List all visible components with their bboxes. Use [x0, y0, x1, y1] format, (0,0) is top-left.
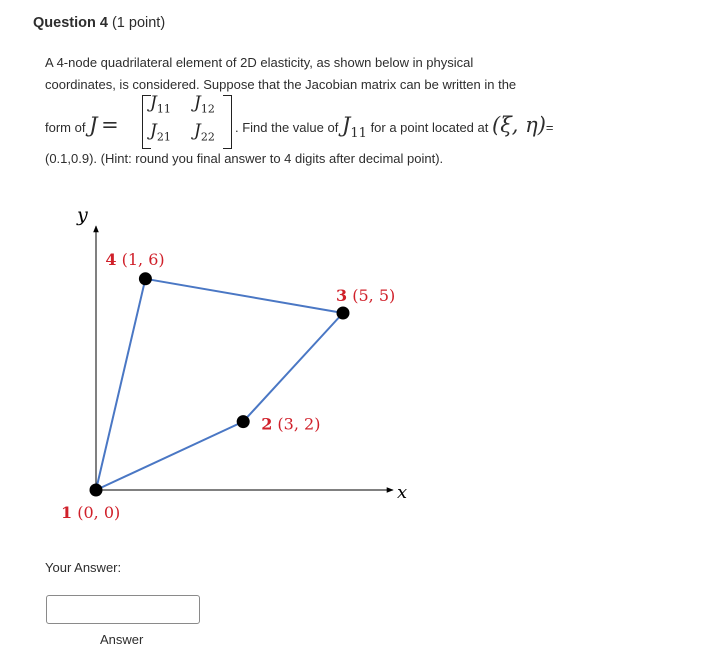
point-symbol: (ξ, η): [492, 113, 546, 137]
find-text: . Find the value of: [235, 120, 339, 135]
node-1: [90, 484, 103, 497]
point-equals: =: [545, 120, 554, 135]
question-line-4: (0.1,0.9). (Hint: round you final answer to 4 digits after decimal point).: [45, 151, 444, 166]
answer-input[interactable]: [46, 595, 200, 624]
node-label-4: 4 (1, 6): [105, 249, 165, 269]
node-label-3: 3 (5, 5): [336, 286, 396, 305]
matrix-j12: $J_{12}$: [194, 93, 215, 116]
node-label-1: 1 (0, 0): [61, 503, 121, 522]
answer-label: Your Answer:: [45, 560, 122, 575]
node-3: [337, 307, 350, 320]
jacobian-symbol: J: [89, 113, 98, 137]
edge-1-2: [96, 422, 243, 490]
edge-3-4: [145, 279, 343, 313]
matrix-j21: $J_{21}$: [150, 121, 171, 144]
node-label-2: 2 (3, 2): [261, 414, 321, 434]
edge-4-1: [96, 279, 145, 490]
question-line-1: A 4-node quadrilateral element of 2D elasticity, as shown below in physical: [45, 55, 474, 70]
x-axis-label: x: [397, 482, 408, 503]
form-prefix: form of: [45, 120, 86, 135]
node-4: [139, 272, 152, 285]
node-2: [237, 415, 250, 428]
matrix-j11: $J_{11}$: [150, 93, 171, 116]
matrix-j22: $J_{22}$: [194, 121, 215, 144]
question-points: (1 point): [111, 15, 166, 31]
edge-2-3: [243, 313, 343, 422]
question-line-2: coordinates, is considered. Suppose that the Jacobian matrix can be written in the: [45, 77, 517, 92]
equals-sign: =: [101, 113, 119, 137]
target-symbol: $J_{11}$: [341, 113, 367, 142]
located-text: for a point located at: [370, 120, 489, 135]
y-axis-label: y: [77, 204, 88, 226]
answer-caption: Answer: [100, 632, 144, 647]
question-title: Question 4: [33, 15, 108, 31]
